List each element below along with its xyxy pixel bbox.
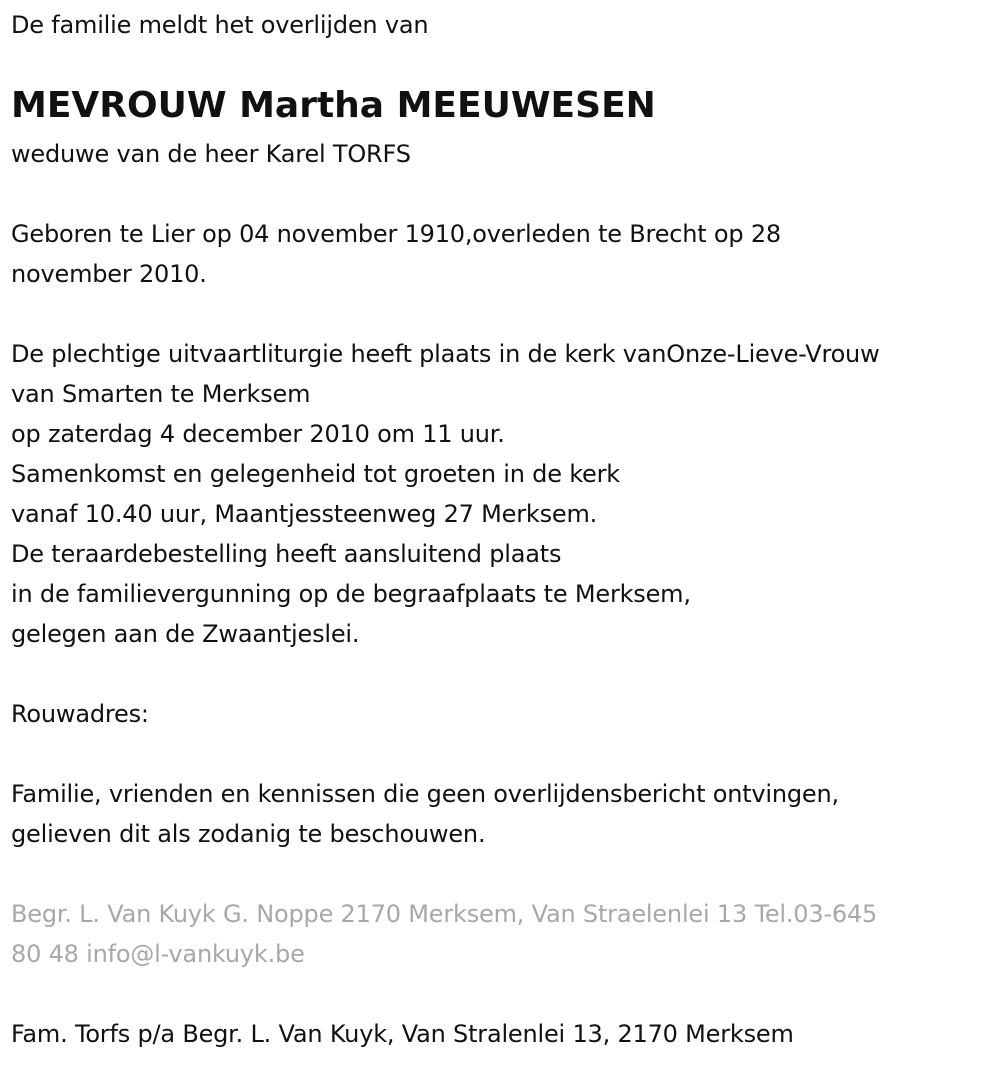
birth-death-line: Geboren te Lier op 04 november 1910,overleden te Brecht op 28 xyxy=(11,220,781,248)
funeral-line: van Smarten te Merksem xyxy=(11,380,311,408)
undertaker-line: Begr. L. Van Kuyk G. Noppe 2170 Merksem, Van Straelenlei 13 Tel.03-645 xyxy=(11,900,878,928)
deceased-name: MEVROUW Martha MEEUWESEN xyxy=(11,85,656,126)
contact-line: Fam. Torfs p/a Begr. L. Van Kuyk, Van Stralenlei 13, 2170 Merksem xyxy=(11,1020,794,1048)
spouse-line: weduwe van de heer Karel TORFS xyxy=(11,140,411,168)
funeral-line: Samenkomst en gelegenheid tot groeten in de kerk xyxy=(11,460,620,488)
intro-text: De familie meldt het overlijden van xyxy=(11,11,429,39)
funeral-line: op zaterdag 4 december 2010 om 11 uur. xyxy=(11,420,505,448)
funeral-line: in de familievergunning op de begraafplaats te Merksem, xyxy=(11,580,691,608)
funeral-line: vanaf 10.40 uur, Maantjessteenweg 27 Merksem. xyxy=(11,500,598,528)
funeral-line: De teraardebestelling heeft aansluitend plaats xyxy=(11,540,562,568)
undertaker-line: 80 48 info@l-vankuyk.be xyxy=(11,940,305,968)
birth-death-line: november 2010. xyxy=(11,260,207,288)
notice-line: Familie, vrienden en kennissen die geen overlijdensbericht ontvingen, xyxy=(11,780,839,808)
funeral-line: De plechtige uitvaartliturgie heeft plaats in de kerk vanOnze-Lieve-Vrouw xyxy=(11,340,880,368)
mourning-address-label: Rouwadres: xyxy=(11,700,149,728)
notice-line: gelieven dit als zodanig te beschouwen. xyxy=(11,820,486,848)
funeral-line: gelegen aan de Zwaantjeslei. xyxy=(11,620,360,648)
